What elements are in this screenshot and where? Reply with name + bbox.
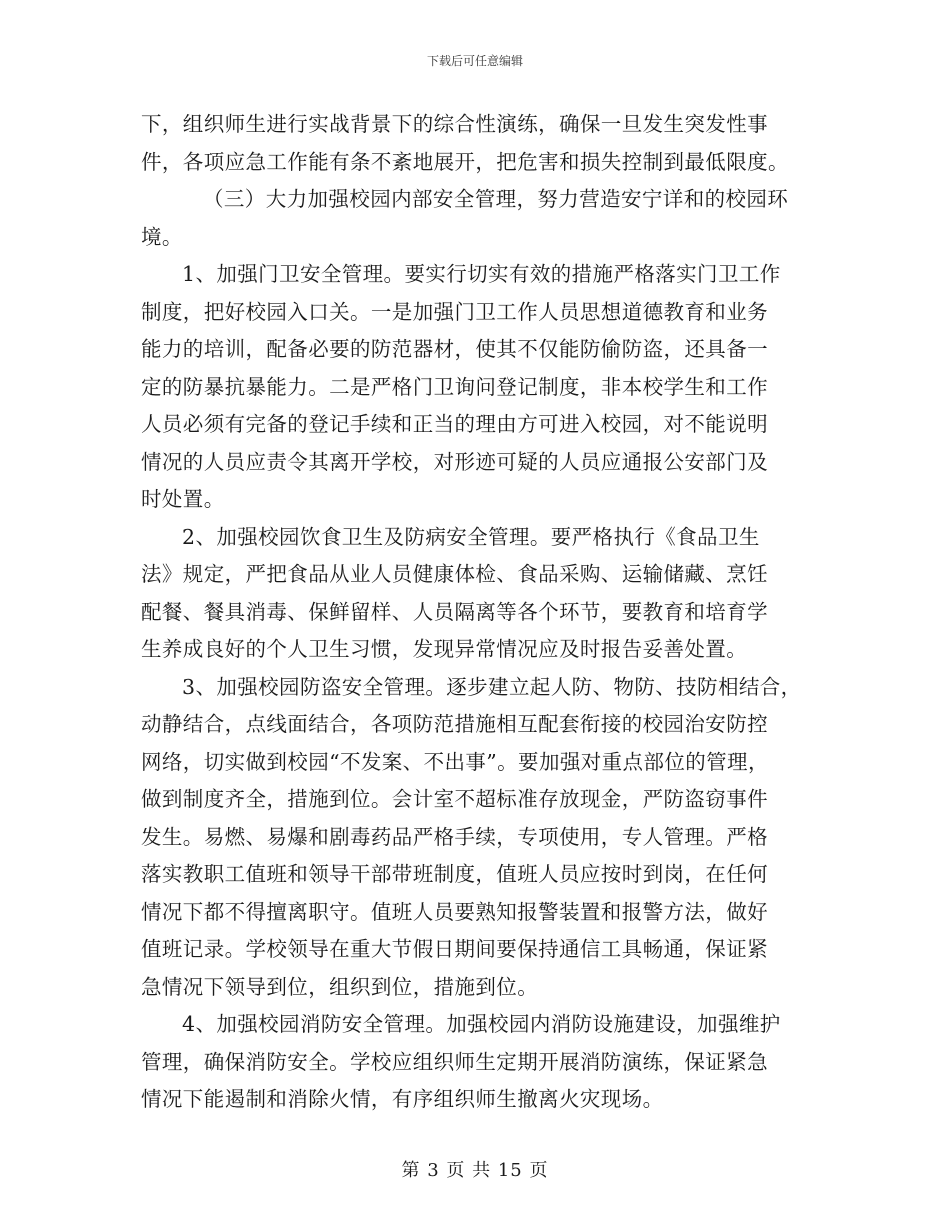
text-line: 制度，把好校园入口关。一是加强门卫工作人员思想道德教育和业务 [141,299,768,324]
text-line: 动静结合，点线面结合，各项防范措施相互配套衔接的校园治安防控 [141,712,768,736]
text-line: 人员必须有完备的登记手续和正当的理由方可进入校园，对不能说明 [141,412,768,436]
text-line: 做到制度齐全，措施到位。会计室不超标准存放现金，严防盗窃事件 [141,787,768,811]
text-line: 境。 [141,224,183,249]
text-line: 发生。易燃、易爆和剧毒药品严格手续，专项使用，专人管理。严格 [141,824,768,849]
text-line: 情况下都不得擅离职守。值班人员要熟知报警装置和报警方法，做好 [141,899,768,924]
text-line: 网络，切实做到校园“不发案、不出事”。要加强对重点部位的管理， [141,749,769,774]
text-line: 件，各项应急工作能有条不紊地展开，把危害和损失控制到最低限度。 [141,149,789,174]
text-line: 3、加强校园防盗安全管理。逐步建立起人防、物防、技防相结合， [182,674,802,699]
text-line: 情况的人员应责令其离开学校，对形迹可疑的人员应通报公安部门及 [141,449,768,474]
text-line: 1、加强门卫安全管理。要实行切实有效的措施严格落实门卫工作 [182,262,781,286]
page-number: 第 3 页 共 15 页 [401,1160,549,1181]
text-line: 管理，确保消防安全。学校应组织师生定期开展消防演练，保证紧急 [141,1049,768,1074]
text-line: 落实教职工值班和领导干部带班制度，值班人员应按时到岗，在任何 [141,862,768,886]
document-body [141,106,831,1119]
text-line: 2、加强校园饮食卫生及防病安全管理。要严格执行《食品卫生 [182,524,760,549]
text-line: 配餐、餐具消毒、保鲜留样、人员隔离等各个环节，要教育和培育学 [141,599,768,624]
text-line: 时处置。 [141,487,225,511]
text-line: 定的防暴抗暴能力。二是严格门卫询问登记制度，非本校学生和工作 [141,374,768,399]
text-line: 能力的培训，配备必要的防范器材，使其不仅能防偷防盗，还具备一 [141,337,768,361]
text-line: 急情况下领导到位，组织到位，措施到位。 [141,974,539,999]
text-line: （三）大力加强校园内部安全管理，努力营造安宁详和的校园环 [203,187,789,211]
text-line: 法》规定，严把食品从业人员健康体检、食品采购、运输储藏、烹饪 [141,562,768,586]
text-line: 生养成良好的个人卫生习惯，发现异常情况应及时报告妥善处置。 [141,637,748,661]
text-line: 下，组织师生进行实战背景下的综合性演练，确保一旦发生突发性事 [141,112,768,136]
page-header: 下载后可任意编辑 [426,54,523,68]
text-line: 情况下能遏制和消除火情，有序组织师生撤离火灾现场。 [141,1087,664,1111]
text-line: 4、加强校园消防安全管理。加强校园内消防设施建设，加强维护 [182,1012,781,1036]
text-line: 值班记录。学校领导在重大节假日期间要保持通信工具畅通，保证紧 [141,937,768,961]
